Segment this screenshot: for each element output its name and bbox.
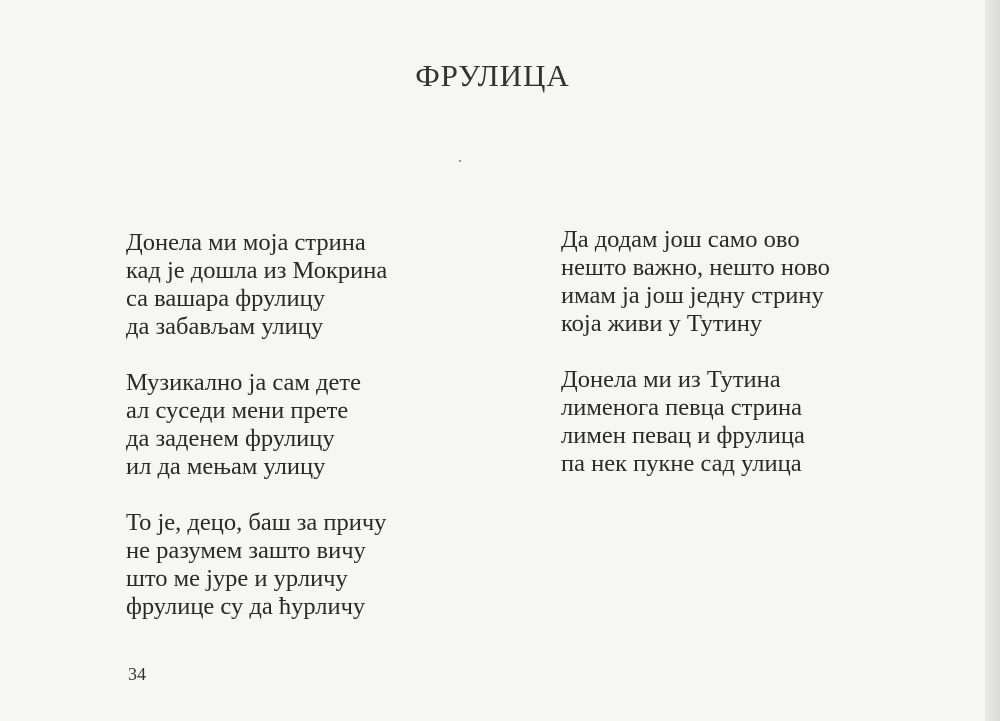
verse-line: па нек пукне сад улица xyxy=(561,450,802,477)
verse-line: ал суседи мени прете xyxy=(126,397,349,424)
verse-line: да заденем фрулицу xyxy=(126,425,335,452)
verse-line: имам ја још једну стрину xyxy=(561,282,824,309)
right-column xyxy=(561,226,830,506)
verse-line: не разумем зашто вичу xyxy=(126,537,366,564)
verse-line: фрулице су да ћурличу xyxy=(126,593,366,620)
verse-line: Музикално ја сам дете xyxy=(126,369,361,396)
verse-line: која живи у Тутину xyxy=(561,310,763,337)
left-column xyxy=(126,229,387,649)
verse-line: нешто важно, нешто ново xyxy=(561,254,830,281)
page-number: 34 xyxy=(128,664,146,684)
verse-line: ил да мењам улицу xyxy=(126,453,326,480)
page-edge xyxy=(985,0,1000,721)
verse-line: Да додам још само ово xyxy=(561,226,800,253)
stanza xyxy=(561,366,830,478)
paper-speck xyxy=(459,160,461,162)
verse-line: да забављам улицу xyxy=(126,313,324,340)
verse-line: лименога певца стрина xyxy=(561,394,803,421)
poem-title: ФРУЛИЦА xyxy=(415,58,570,93)
verse-line: лимен певац и фрулица xyxy=(561,422,805,449)
verse-line: То је, децо, баш за причу xyxy=(126,509,387,536)
stanza xyxy=(561,226,830,338)
verse-line: кад је дошла из Мокрина xyxy=(126,257,388,284)
verse-line: са вашара фрулицу xyxy=(126,285,325,312)
verse-line: што ме јуре и урличу xyxy=(126,565,348,592)
stanza xyxy=(126,369,387,481)
verse-line: Донела ми из Тутина xyxy=(561,366,781,393)
stanza xyxy=(126,229,387,341)
stanza xyxy=(126,509,387,621)
verse-line: Донела ми моја стрина xyxy=(126,229,366,256)
